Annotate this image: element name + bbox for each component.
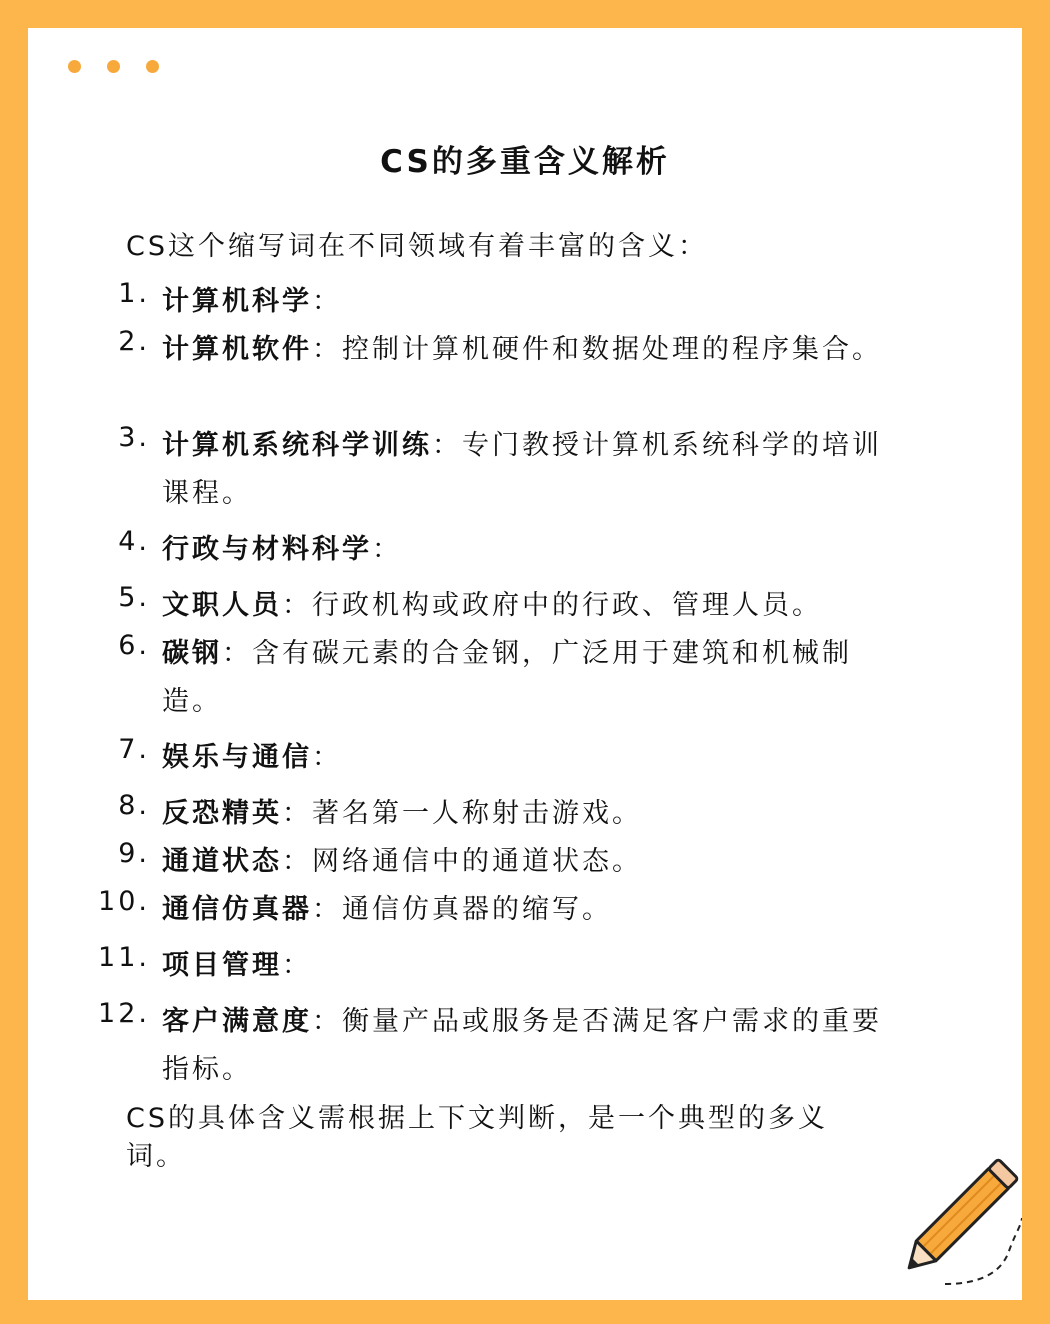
item-term: 通信仿真器 xyxy=(162,894,312,925)
item-term: 娱乐与通信 xyxy=(162,742,312,773)
item-number: 5. xyxy=(118,582,150,613)
intro-text: CS这个缩写词在不同领域有着丰富的含义： xyxy=(126,231,708,262)
item-number: 1. xyxy=(118,278,150,309)
item-term: 碳钢 xyxy=(162,638,222,669)
item-number: 8. xyxy=(118,790,150,821)
item-number: 2. xyxy=(118,326,150,357)
item-number: 9. xyxy=(118,838,150,869)
item-desc: ： xyxy=(312,286,342,317)
item-term: 行政与材料科学 xyxy=(162,534,372,565)
content-card xyxy=(28,28,1022,1300)
item-desc: ：含有碳元素的合金钢，广泛用于建筑和机械制造。 xyxy=(162,638,852,717)
dot-icon xyxy=(146,60,159,73)
item-number: 6. xyxy=(118,630,150,661)
window-dots xyxy=(68,60,159,73)
item-number: 7. xyxy=(118,734,150,765)
item-number: 11. xyxy=(98,942,150,973)
item-number: 10. xyxy=(98,886,150,917)
item-term: 客户满意度 xyxy=(162,1006,312,1037)
item-number: 3. xyxy=(118,422,150,453)
item-term: 计算机科学 xyxy=(162,286,312,317)
item-desc: ： xyxy=(372,534,402,565)
item-number: 12. xyxy=(98,998,150,1029)
dot-icon xyxy=(107,60,120,73)
item-desc: ：行政机构或政府中的行政、管理人员。 xyxy=(282,590,822,621)
item-desc: ： xyxy=(282,950,312,981)
page-title: CS的多重含义解析 xyxy=(380,144,670,180)
item-term: 项目管理 xyxy=(162,950,282,981)
item-desc: ：网络通信中的通道状态。 xyxy=(282,846,642,877)
pencil-body xyxy=(899,1159,1018,1278)
conclusion-text: CS的具体含义需根据上下文判断，是一个典型的多义词。 xyxy=(126,1103,828,1172)
item-desc: ：衡量产品或服务是否满足客户需求的重要指标。 xyxy=(162,1006,882,1085)
item-term: 通道状态 xyxy=(162,846,282,877)
item-term: 计算机系统科学训练 xyxy=(162,430,432,461)
item-term: 反恐精英 xyxy=(162,798,282,829)
item-desc: ：著名第一人称射击游戏。 xyxy=(282,798,642,829)
dot-icon xyxy=(68,60,81,73)
pencil-icon xyxy=(883,1156,1022,1296)
item-desc: ：专门教授计算机系统科学的培训课程。 xyxy=(162,430,882,509)
item-desc: ：通信仿真器的缩写。 xyxy=(312,894,612,925)
item-desc: ： xyxy=(312,742,342,773)
item-desc: ：控制计算机硬件和数据处理的程序集合。 xyxy=(312,334,882,365)
item-term: 计算机软件 xyxy=(162,334,312,365)
item-number: 4. xyxy=(118,526,150,557)
item-term: 文职人员 xyxy=(162,590,282,621)
